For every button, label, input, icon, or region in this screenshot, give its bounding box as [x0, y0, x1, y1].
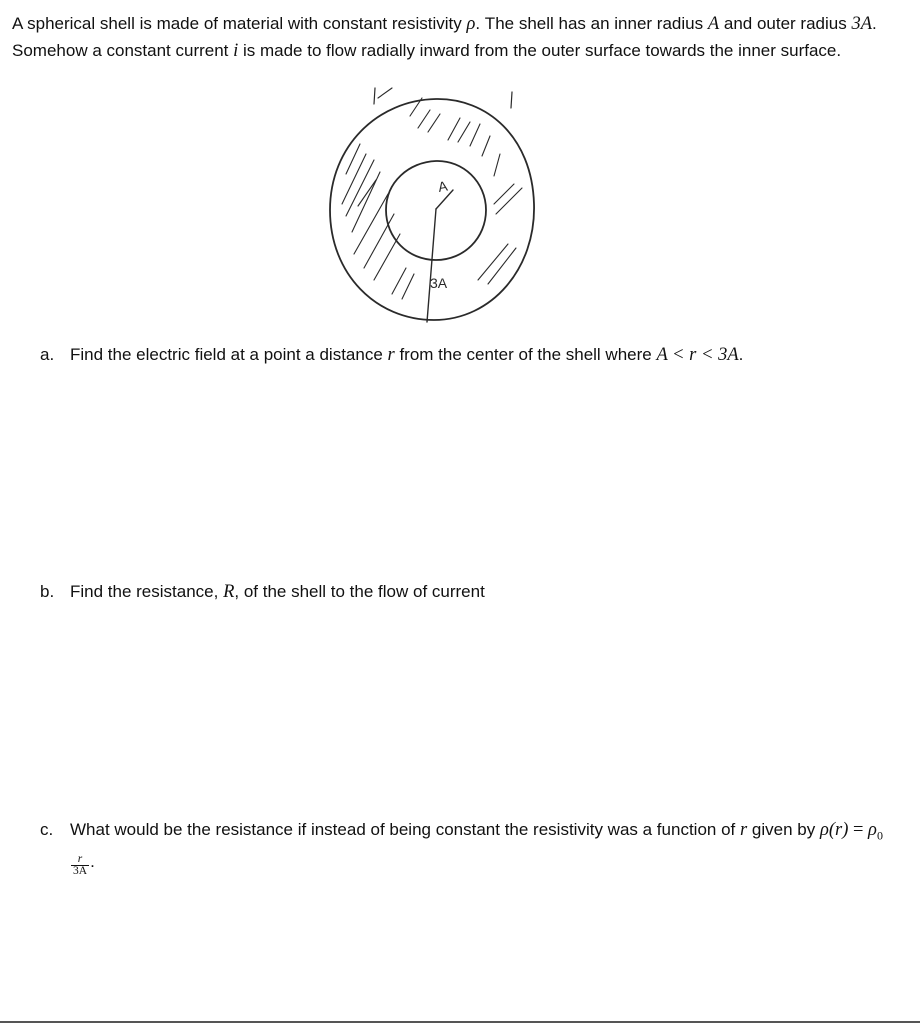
equals-sign: =	[848, 820, 869, 840]
resistance-symbol: R	[223, 582, 235, 602]
fraction-denominator: 3A	[73, 864, 88, 877]
intro-text-5: is made to flow radially inward from the outer surface towards the inner surface.	[238, 40, 842, 60]
outer-radius-line	[427, 209, 436, 322]
question-a-text-1: Find the electric field at a point a distance	[70, 345, 388, 364]
rho-zero-symbol: ρ	[868, 820, 877, 840]
question-c-text-3: .	[90, 851, 95, 871]
distance-symbol: r	[387, 345, 395, 365]
question-c	[40, 817, 890, 875]
page-bottom-rule	[0, 1021, 920, 1023]
question-c-text-2: given by	[747, 820, 820, 839]
question-b	[40, 579, 890, 606]
question-a	[40, 342, 890, 369]
outer-radius-label: 3A	[430, 275, 448, 291]
question-b-letter: b.	[40, 582, 55, 601]
fraction-numerator: r	[71, 854, 89, 866]
problem-statement	[12, 11, 892, 64]
variable-r-symbol: r	[739, 820, 748, 840]
question-b-text-2: , of the shell to the flow of current	[234, 582, 485, 601]
intro-text-2: . The shell has an inner radius	[475, 14, 708, 33]
radius-inequality: A < r < 3A	[656, 345, 739, 365]
outer-radius-symbol: 3A	[851, 14, 873, 34]
question-a-text-2: from the center of the shell where	[394, 345, 657, 364]
left-tick	[374, 88, 375, 104]
ratio-fraction	[71, 854, 89, 877]
inner-radius-label: A	[436, 177, 449, 195]
question-a-text-3: .	[738, 345, 744, 364]
current-symbol: i	[233, 40, 239, 61]
question-c-text-1: What would be the resistance if instead of being constant the resistivity was a function of	[70, 820, 740, 839]
intro-text-4: . Somehow a constant current	[12, 14, 877, 60]
question-b-text-1: Find the resistance,	[70, 582, 224, 601]
rho-zero-subscript: 0	[876, 828, 883, 843]
intro-text-1: A spherical shell is made of material with constant resistivity	[12, 14, 467, 33]
spherical-shell-figure	[318, 84, 554, 324]
question-a-letter: a.	[40, 345, 55, 364]
rho-symbol: ρ	[466, 14, 476, 34]
intro-text-3: and outer radius	[719, 14, 852, 33]
inner-radius-symbol: A	[707, 14, 720, 34]
right-tick	[511, 92, 512, 108]
question-c-letter: c.	[40, 820, 54, 839]
shell-sketch	[318, 84, 554, 324]
rho-function: ρ(r)	[819, 820, 849, 840]
